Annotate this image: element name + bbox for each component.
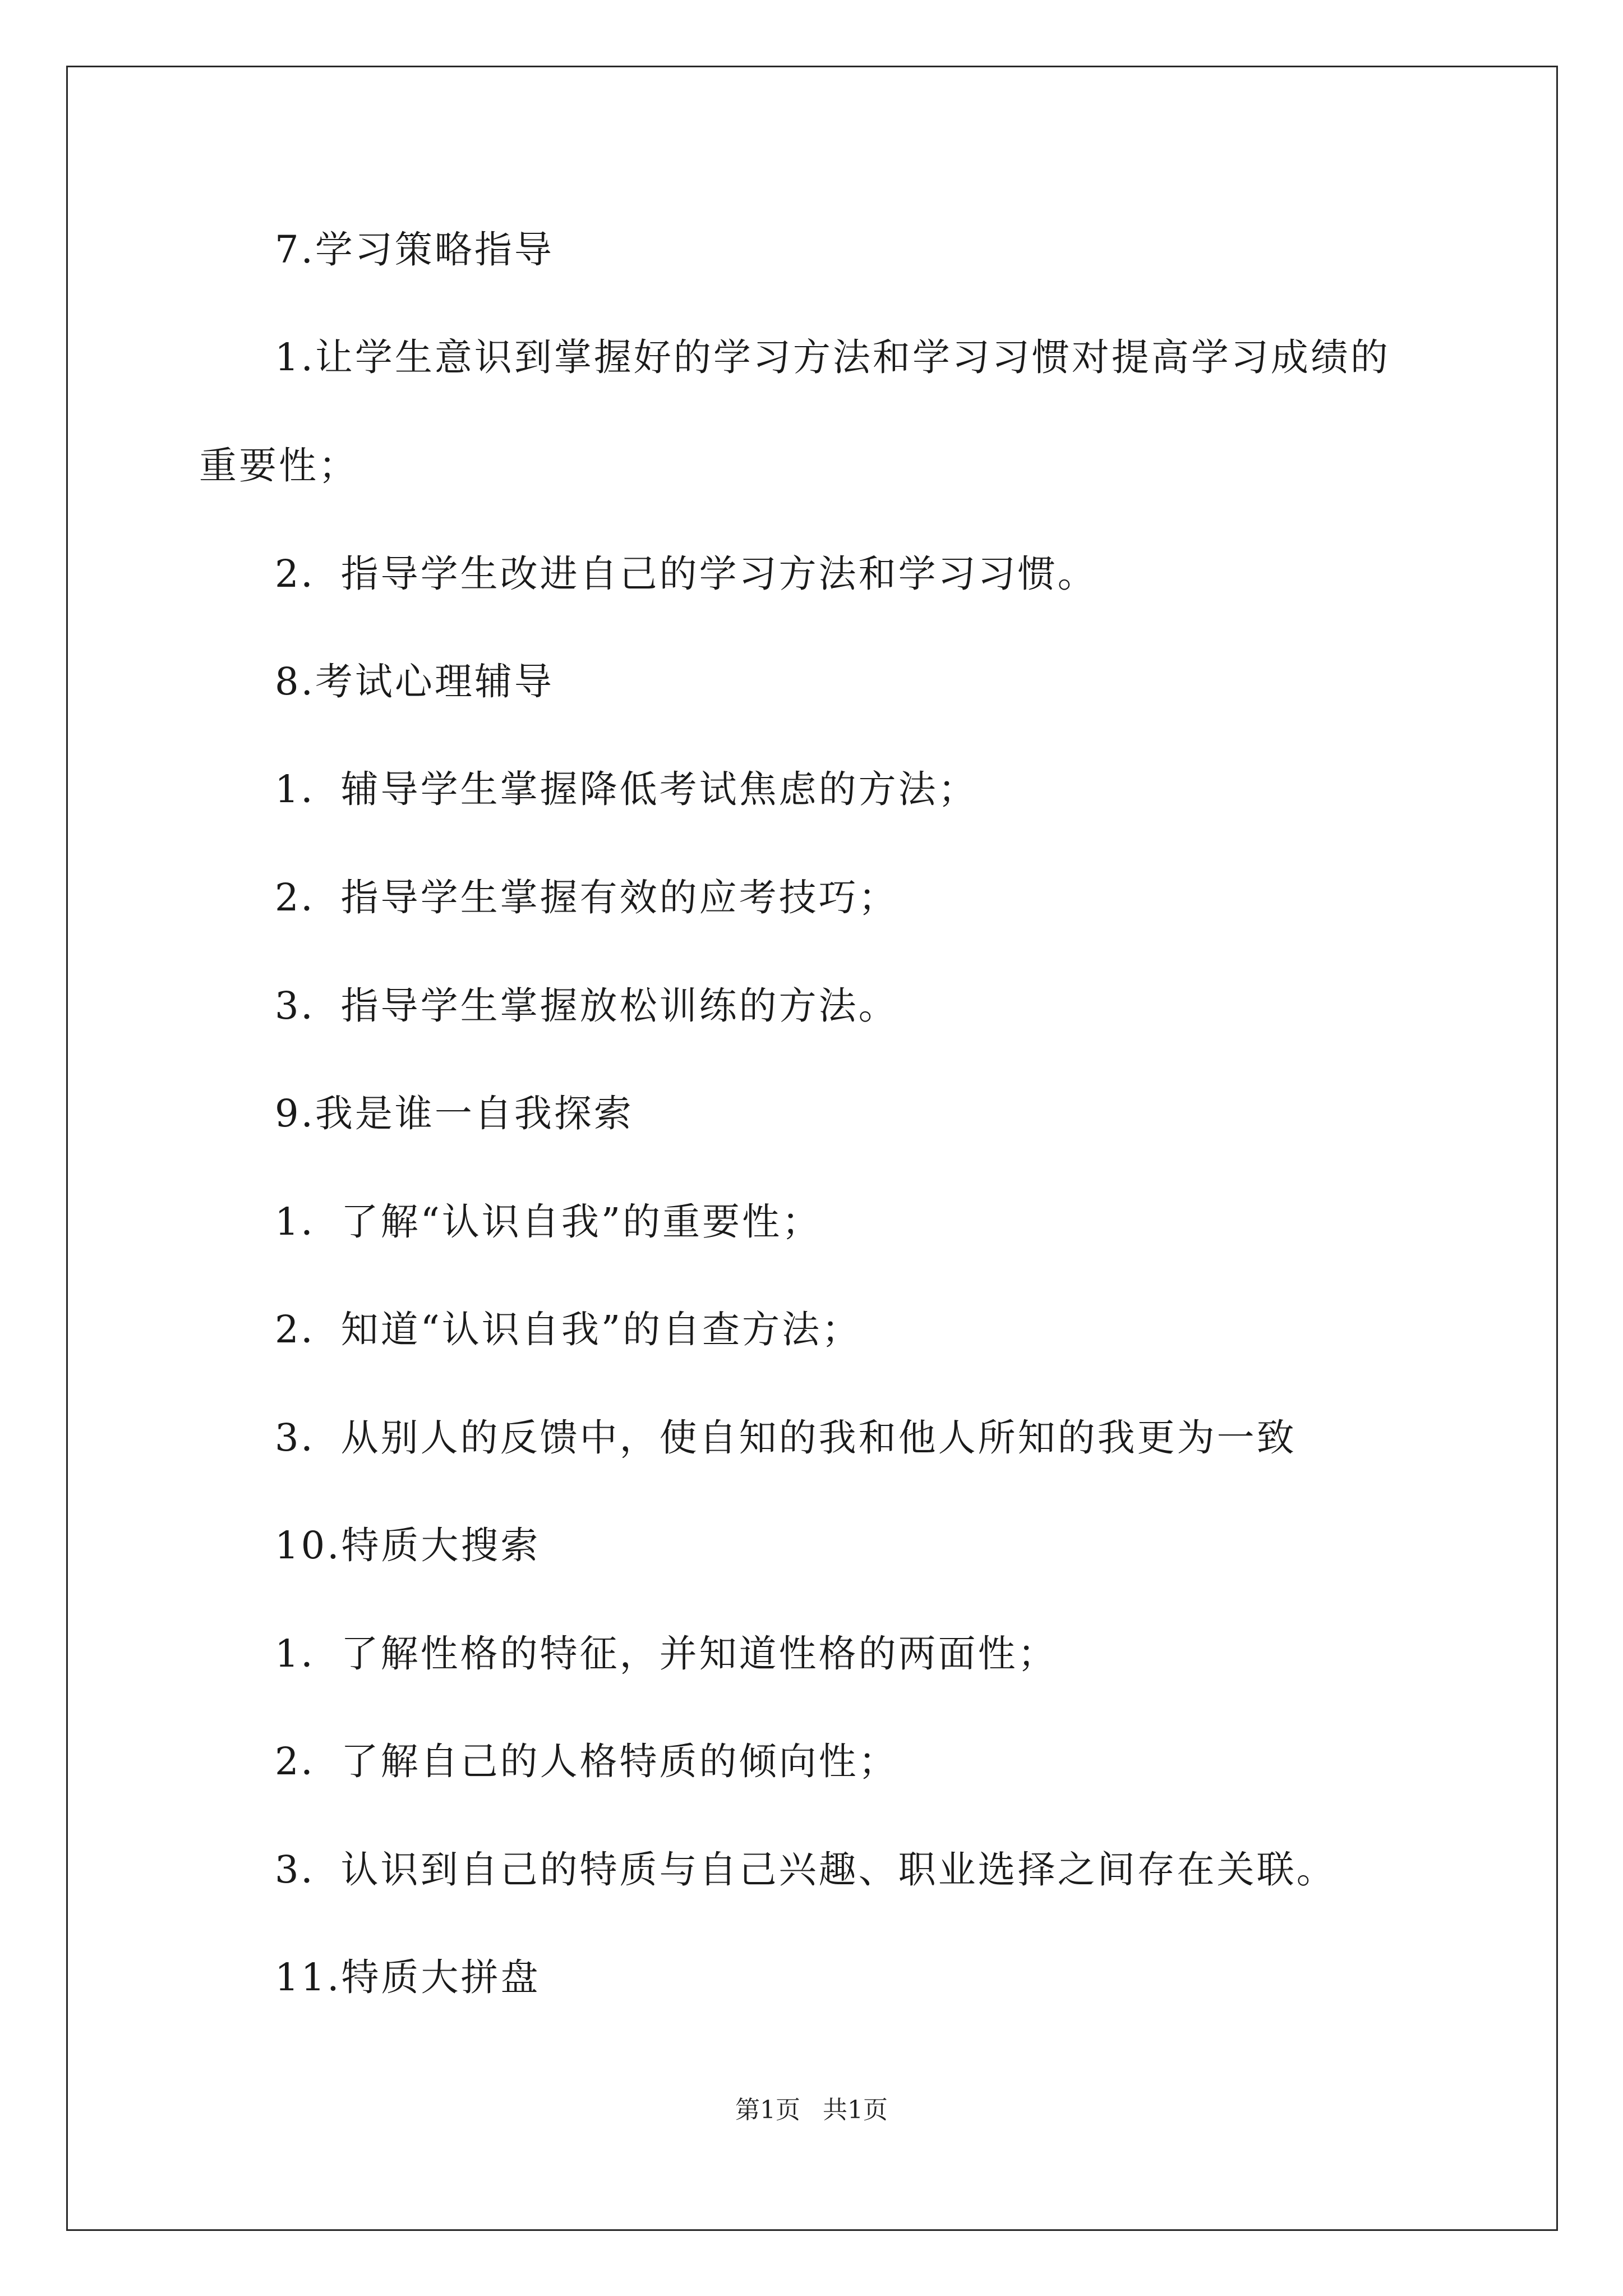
- paragraph-line: 2．了解自己的人格特质的倾向性；: [275, 1740, 898, 1783]
- paragraph-line: 1．辅导学生掌握降低考试焦虑的方法；: [275, 767, 978, 811]
- paragraph-line: 3．认识到自己的特质与自己兴趣、职业选择之间存在关联。: [275, 1848, 1336, 1892]
- paragraph-line: 重要性；: [199, 444, 358, 487]
- section-heading-9: 9.我是谁一自我探索: [275, 1092, 634, 1135]
- page-border: [66, 66, 1558, 2231]
- section-heading-11: 11.特质大拼盘: [275, 1955, 541, 1999]
- paragraph-line: 1．了解性格的特征，并知道性格的两面性；: [275, 1632, 1058, 1676]
- section-heading-7: 7.学习策略指导: [275, 228, 554, 272]
- paragraph-line: 2．指导学生掌握有效的应考技巧；: [275, 876, 898, 919]
- page-footer: [0, 2093, 1623, 2127]
- paragraph-line: 2．指导学生改进自己的学习方法和学习习惯。: [275, 552, 1098, 596]
- section-heading-10: 10.特质大搜索: [275, 1524, 541, 1567]
- page-number: 第1页: [735, 2096, 800, 2124]
- paragraph-line: 2．知道“认识自我”的自查方法；: [275, 1308, 862, 1351]
- paragraph-line: 1.让学生意识到掌握好的学习方法和学习习惯对提高学习成绩的: [275, 335, 1390, 379]
- section-heading-8: 8.考试心理辅导: [275, 660, 554, 703]
- paragraph-line: 3．从别人的反馈中，使自知的我和他人所知的我更为一致: [275, 1416, 1297, 1460]
- paragraph-line: 3．指导学生掌握放松训练的方法。: [275, 984, 898, 1028]
- paragraph-line: 1．了解“认识自我”的重要性；: [275, 1200, 822, 1244]
- page-total: 共1页: [823, 2096, 888, 2124]
